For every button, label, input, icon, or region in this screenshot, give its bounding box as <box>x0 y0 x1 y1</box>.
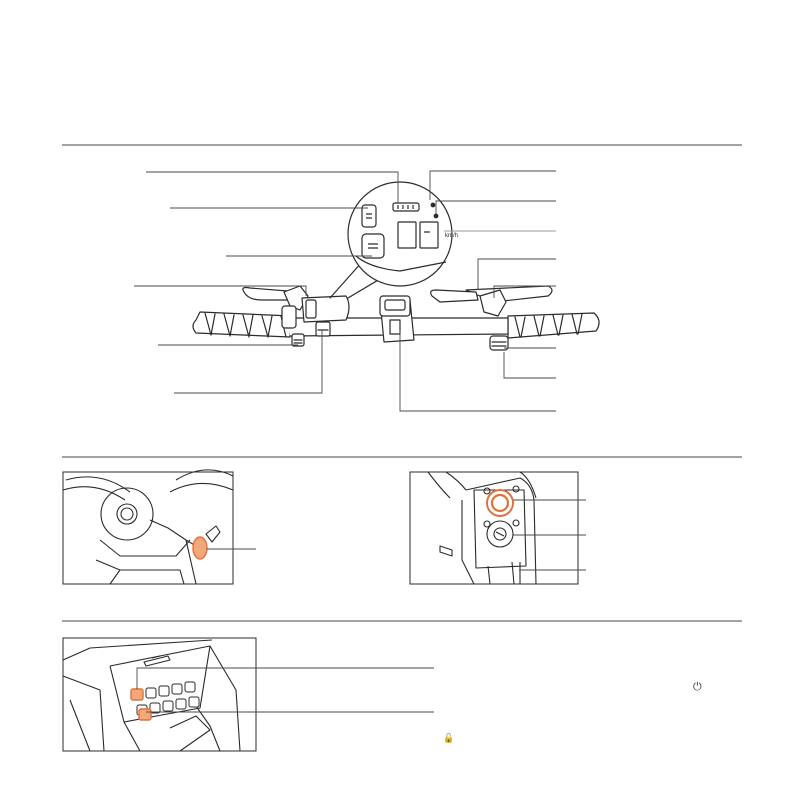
keypad-lock-key-highlight <box>139 709 151 720</box>
power-icon: ⏻ <box>693 680 702 693</box>
callout-stem <box>400 330 556 411</box>
callout-battery-indicator <box>146 172 398 203</box>
speed-unit-label: km/h <box>445 233 459 239</box>
keypad-power-key-highlight <box>131 689 143 700</box>
orange-port-highlight <box>193 537 207 559</box>
middle-right-panel <box>410 472 586 584</box>
bottom-panel <box>63 638 434 751</box>
callout-right-lever <box>478 259 556 290</box>
unlock-icon: 🔓 <box>443 734 455 744</box>
left-grip <box>193 312 292 337</box>
callout-top-indicator <box>430 171 556 200</box>
callout-indicator-dot <box>436 201 556 214</box>
indicator-dot-b <box>434 214 438 218</box>
indicator-dot-a <box>431 203 435 207</box>
right-grip <box>508 313 599 338</box>
right-brake-lever <box>466 286 552 302</box>
display-zoom-circle <box>348 182 458 286</box>
callout-right-adjuster <box>504 352 556 378</box>
middle-left-panel <box>63 470 256 584</box>
